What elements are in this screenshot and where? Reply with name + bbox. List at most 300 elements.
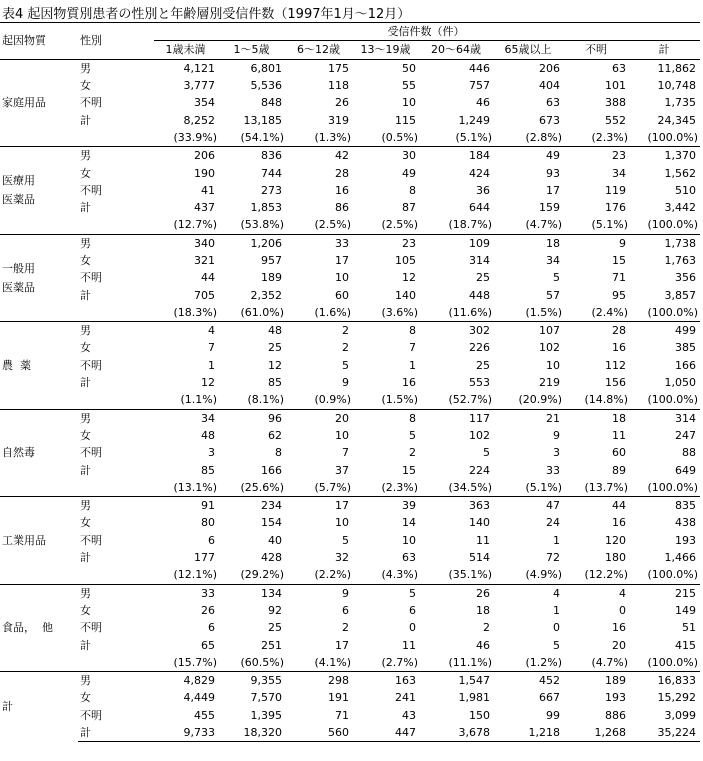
- table-row: [0, 269, 700, 286]
- sex-label: 女: [80, 516, 91, 530]
- sex-label: 女: [80, 603, 91, 617]
- cell-value: 10: [335, 516, 349, 530]
- cell-value: 206: [154, 147, 219, 165]
- cell-value: 3: [208, 446, 215, 460]
- substance-category: 食品， 他: [0, 584, 78, 671]
- cell-value: 3,099: [664, 708, 696, 722]
- table-row: [0, 724, 700, 742]
- cell-value: 71: [612, 271, 626, 285]
- cell-value: 446: [420, 59, 494, 77]
- cell-value: 95: [612, 288, 626, 302]
- cell-value: 4,829: [154, 671, 219, 689]
- cell-value: 55: [402, 79, 416, 93]
- cell-value: 448: [469, 288, 490, 302]
- cell-value: 193: [605, 691, 626, 705]
- cell-value: 17: [335, 638, 349, 652]
- cell-value: 26: [420, 584, 494, 602]
- table-row: [0, 497, 700, 515]
- cell-value: 107: [494, 322, 564, 340]
- cell-value: 5: [409, 428, 416, 442]
- cell-value: (100.0%): [647, 218, 698, 232]
- table-row: [0, 427, 700, 444]
- cell-value: (14.8%): [584, 393, 628, 407]
- cell-value: (5.1%): [591, 218, 628, 232]
- cell-value: 92: [268, 603, 282, 617]
- cell-value: 7: [208, 341, 215, 355]
- cell-value: 836: [219, 147, 286, 165]
- table-row: [0, 461, 700, 478]
- cell-value: 47: [494, 497, 564, 515]
- cell-value: 514: [469, 551, 490, 565]
- cell-value: 60: [335, 288, 349, 302]
- cell-value: (8.1%): [247, 393, 284, 407]
- sex-label: 不明: [80, 708, 102, 722]
- substance-category: 一般用 医薬品: [0, 234, 78, 321]
- cell-value: 16: [335, 183, 349, 197]
- cell-value: (5.7%): [314, 480, 351, 494]
- sex-label: [78, 654, 154, 672]
- table-row: [0, 94, 700, 111]
- cell-value: 2: [409, 446, 416, 460]
- cell-value: 43: [402, 708, 416, 722]
- cell-value: 80: [201, 516, 215, 530]
- cell-value: 180: [605, 551, 626, 565]
- cell-value: (61.0%): [240, 305, 284, 319]
- cell-value: 302: [420, 322, 494, 340]
- cell-value: 50: [353, 59, 420, 77]
- cell-value: 241: [395, 691, 416, 705]
- cell-value: (13.1%): [173, 480, 217, 494]
- cell-value: (3.6%): [381, 305, 418, 319]
- cell-value: 1,547: [420, 671, 494, 689]
- header-age: 20～64歳: [420, 41, 494, 59]
- cell-value: 388: [605, 96, 626, 110]
- table-row: [0, 322, 700, 340]
- cell-value: 17: [286, 497, 353, 515]
- cell-value: (33.9%): [173, 130, 217, 144]
- cell-value: 1,050: [664, 376, 696, 390]
- cell-value: (18.3%): [173, 305, 217, 319]
- cell-value: (15.7%): [173, 655, 217, 669]
- sex-label: 不明: [80, 358, 102, 372]
- cell-value: 886: [605, 708, 626, 722]
- cell-value: 49: [402, 166, 416, 180]
- cell-value: 424: [469, 166, 490, 180]
- cell-value: 4: [564, 584, 630, 602]
- cell-value: 10: [402, 533, 416, 547]
- cell-value: (1.1%): [180, 393, 217, 407]
- cell-value: 25: [268, 621, 282, 635]
- table-row: [0, 164, 700, 181]
- cell-value: 46: [476, 96, 490, 110]
- header-substance: 起因物質: [0, 23, 78, 60]
- sex-label: 男: [78, 497, 154, 515]
- cell-value: 363: [420, 497, 494, 515]
- sex-label: 女: [80, 691, 91, 705]
- cell-value: 39: [353, 497, 420, 515]
- substance-category: 農 薬: [0, 322, 78, 409]
- cell-value: 3,442: [664, 201, 696, 215]
- cell-value: 234: [219, 497, 286, 515]
- cell-value: 667: [539, 691, 560, 705]
- cell-value: 166: [675, 358, 696, 372]
- cell-value: 12: [402, 271, 416, 285]
- cell-value: 314: [630, 409, 700, 427]
- cell-value: 15,292: [657, 691, 696, 705]
- cell-value: 18,320: [219, 724, 286, 742]
- cell-value: 9: [553, 428, 560, 442]
- cell-value: (20.9%): [518, 393, 562, 407]
- cell-value: 89: [612, 463, 626, 477]
- cell-value: 5: [483, 446, 490, 460]
- cell-value: 87: [402, 201, 416, 215]
- cell-value: (52.7%): [448, 393, 492, 407]
- cell-value: 1: [553, 533, 560, 547]
- cell-value: 5: [353, 584, 420, 602]
- cell-value: 5: [553, 638, 560, 652]
- cell-value: 99: [546, 708, 560, 722]
- sex-label: 女: [80, 166, 91, 180]
- cell-value: 40: [268, 533, 282, 547]
- cell-value: 35,224: [630, 724, 700, 742]
- sex-label: [78, 129, 154, 147]
- cell-value: 11: [612, 428, 626, 442]
- table-title: 表4 起因物質別患者の性別と年齢層別受信件数（1997年1月～12月）: [2, 7, 411, 22]
- cell-value: 6: [208, 533, 215, 547]
- table-row: [0, 532, 700, 549]
- cell-value: 190: [194, 166, 215, 180]
- cell-value: 314: [469, 254, 490, 267]
- cell-value: 2: [286, 322, 353, 340]
- cell-value: 26: [335, 96, 349, 110]
- sex-label: 男: [78, 147, 154, 165]
- cell-value: 57: [546, 288, 560, 302]
- cell-value: (4.7%): [591, 655, 628, 669]
- table-row: [0, 77, 700, 94]
- cell-value: 4: [154, 322, 219, 340]
- cell-value: 2: [483, 621, 490, 635]
- cell-value: 30: [353, 147, 420, 165]
- substance-category: 医療用 医薬品: [0, 147, 78, 234]
- cell-value: 163: [353, 671, 420, 689]
- cell-value: 44: [564, 497, 630, 515]
- sex-label: 不明: [80, 96, 102, 110]
- sex-label: 女: [80, 254, 91, 267]
- sex-label: 不明: [80, 271, 102, 285]
- sex-label: 計: [80, 376, 91, 390]
- header-age: 13～19歳: [353, 41, 420, 59]
- cell-value: 175: [286, 59, 353, 77]
- cell-value: 48: [219, 322, 286, 340]
- cell-value: 298: [286, 671, 353, 689]
- cell-value: 1,268: [564, 724, 630, 742]
- sex-label: 女: [80, 428, 91, 442]
- sex-label: 不明: [80, 183, 102, 197]
- substance-category: 自然毒: [0, 409, 78, 496]
- cell-value: (2.5%): [381, 218, 418, 232]
- cell-value: 3: [553, 446, 560, 460]
- cell-value: (12.7%): [173, 218, 217, 232]
- cell-value: 1,370: [630, 147, 700, 165]
- cell-value: (5.1%): [525, 480, 562, 494]
- cell-value: 552: [605, 113, 626, 127]
- cell-value: 140: [469, 516, 490, 530]
- cell-value: (100.0%): [647, 393, 698, 407]
- cell-value: 428: [261, 551, 282, 565]
- cell-value: 17: [335, 254, 349, 267]
- cell-value: 176: [605, 201, 626, 215]
- cell-value: 120: [605, 533, 626, 547]
- cell-value: 215: [630, 584, 700, 602]
- cell-value: 63: [546, 96, 560, 110]
- header-case-count: 受信件数（件）: [154, 23, 700, 41]
- cell-value: 102: [539, 341, 560, 355]
- table-row: [0, 654, 700, 672]
- cell-value: 3,857: [664, 288, 696, 302]
- cell-value: (35.1%): [448, 568, 492, 582]
- cell-value: (100.0%): [647, 305, 698, 319]
- cell-value: 5: [342, 358, 349, 372]
- cell-value: 1: [553, 603, 560, 617]
- cell-value: 5: [553, 271, 560, 285]
- cell-value: 23: [353, 234, 420, 252]
- cell-value: 42: [286, 147, 353, 165]
- cell-value: 18: [494, 234, 564, 252]
- cell-value: 34: [612, 166, 626, 180]
- cell-value: 1,763: [664, 254, 696, 267]
- cell-value: 15: [402, 463, 416, 477]
- cell-value: 224: [469, 463, 490, 477]
- cell-value: 191: [328, 691, 349, 705]
- cell-value: 8: [409, 183, 416, 197]
- cell-value: 7: [409, 341, 416, 355]
- table-row: [0, 707, 700, 724]
- cell-value: 3,777: [183, 79, 215, 93]
- cell-value: 2: [342, 621, 349, 635]
- cell-value: 177: [194, 551, 215, 565]
- cell-value: (60.5%): [240, 655, 284, 669]
- cell-value: 1,206: [219, 234, 286, 252]
- cell-value: 9,733: [154, 724, 219, 742]
- cell-value: 321: [194, 254, 215, 267]
- sex-label: 計: [80, 463, 91, 477]
- cell-value: 206: [494, 59, 564, 77]
- cell-value: 7: [342, 446, 349, 460]
- cell-value: 18: [564, 409, 630, 427]
- cell-value: 10: [546, 358, 560, 372]
- cell-value: 28: [335, 166, 349, 180]
- cell-value: 9: [342, 376, 349, 390]
- cell-value: 385: [675, 341, 696, 355]
- cell-value: 452: [494, 671, 564, 689]
- cell-value: 16: [402, 376, 416, 390]
- cell-value: 11,862: [630, 59, 700, 77]
- sex-label: 不明: [80, 621, 102, 635]
- header-age: 1歳未満: [154, 41, 219, 59]
- cell-value: 63: [402, 551, 416, 565]
- cell-value: 8,252: [183, 113, 215, 127]
- cell-value: (2.3%): [591, 130, 628, 144]
- poison-case-table: [0, 22, 700, 742]
- table-row: [0, 304, 700, 322]
- cell-value: 4: [494, 584, 564, 602]
- table-row: [0, 111, 700, 128]
- cell-value: 404: [539, 79, 560, 93]
- header-age: 65歳以上: [494, 41, 564, 59]
- cell-value: 112: [605, 358, 626, 372]
- cell-value: 189: [564, 671, 630, 689]
- cell-value: 184: [420, 147, 494, 165]
- table-row: [0, 689, 700, 706]
- cell-value: 1,562: [664, 166, 696, 180]
- cell-value: 1,981: [458, 691, 490, 705]
- sex-label: [78, 304, 154, 322]
- cell-value: (1.5%): [525, 305, 562, 319]
- substance-category: 工業用品: [0, 497, 78, 584]
- cell-value: 25: [476, 271, 490, 285]
- cell-value: 553: [469, 376, 490, 390]
- cell-value: 10: [335, 271, 349, 285]
- cell-value: 499: [630, 322, 700, 340]
- sex-label: 男: [78, 59, 154, 77]
- cell-value: (2.4%): [591, 305, 628, 319]
- cell-value: 140: [395, 288, 416, 302]
- sex-label: 計: [78, 724, 154, 742]
- cell-value: 0: [553, 621, 560, 635]
- cell-value: 16: [612, 621, 626, 635]
- cell-value: 105: [395, 254, 416, 267]
- cell-value: 649: [675, 463, 696, 477]
- cell-value: 757: [469, 79, 490, 93]
- sex-label: 男: [78, 584, 154, 602]
- table-row: [0, 216, 700, 234]
- table-row: [0, 671, 700, 689]
- cell-value: 1: [409, 358, 416, 372]
- cell-value: 28: [564, 322, 630, 340]
- sex-label: 不明: [80, 446, 102, 460]
- cell-value: 34: [546, 254, 560, 267]
- cell-value: 34: [154, 409, 219, 427]
- sex-label: [78, 391, 154, 409]
- cell-value: (25.6%): [240, 480, 284, 494]
- header-age: 6～12歳: [286, 41, 353, 59]
- cell-value: 8: [353, 322, 420, 340]
- cell-value: (53.8%): [240, 218, 284, 232]
- cell-value: 62: [268, 428, 282, 442]
- table-row: [0, 566, 700, 584]
- cell-value: 154: [261, 516, 282, 530]
- sex-label: 計: [80, 113, 91, 127]
- table-row: [0, 286, 700, 303]
- cell-value: 744: [261, 166, 282, 180]
- cell-value: 25: [476, 358, 490, 372]
- sex-label: 女: [80, 341, 91, 355]
- cell-value: 71: [335, 708, 349, 722]
- sex-label: 女: [80, 79, 91, 93]
- table-row: [0, 357, 700, 374]
- cell-value: 48: [201, 428, 215, 442]
- cell-value: 16: [612, 516, 626, 530]
- cell-value: 63: [564, 59, 630, 77]
- cell-value: 1,466: [664, 551, 696, 565]
- cell-value: 1,853: [250, 201, 282, 215]
- cell-value: 1,218: [494, 724, 564, 742]
- cell-value: 33: [546, 463, 560, 477]
- cell-value: 41: [201, 183, 215, 197]
- cell-value: (4.9%): [525, 568, 562, 582]
- cell-value: (100.0%): [647, 480, 698, 494]
- cell-value: 109: [420, 234, 494, 252]
- cell-value: 10: [335, 428, 349, 442]
- cell-value: 6,801: [219, 59, 286, 77]
- cell-value: 150: [469, 708, 490, 722]
- cell-value: 102: [469, 428, 490, 442]
- cell-value: 1,249: [458, 113, 490, 127]
- cell-value: (34.5%): [448, 480, 492, 494]
- cell-value: 1,395: [250, 708, 282, 722]
- cell-value: 33: [286, 234, 353, 252]
- cell-value: 673: [539, 113, 560, 127]
- cell-value: 560: [286, 724, 353, 742]
- header-sex: 性別: [78, 23, 154, 60]
- cell-value: 437: [194, 201, 215, 215]
- cell-value: (12.1%): [173, 568, 217, 582]
- table-row: [0, 409, 700, 427]
- cell-value: 33: [154, 584, 219, 602]
- cell-value: 193: [675, 533, 696, 547]
- cell-value: 226: [469, 341, 490, 355]
- sex-label: 男: [78, 234, 154, 252]
- cell-value: (2.3%): [381, 480, 418, 494]
- table-row: [0, 636, 700, 653]
- cell-value: 85: [201, 463, 215, 477]
- cell-value: 46: [476, 638, 490, 652]
- cell-value: (100.0%): [647, 568, 698, 582]
- cell-value: 159: [539, 201, 560, 215]
- cell-value: (100.0%): [647, 655, 698, 669]
- cell-value: (1.2%): [525, 655, 562, 669]
- cell-value: 36: [476, 183, 490, 197]
- cell-value: (1.5%): [381, 393, 418, 407]
- cell-value: 340: [154, 234, 219, 252]
- table-row: [0, 147, 700, 165]
- cell-value: 156: [605, 376, 626, 390]
- sex-label: 男: [78, 671, 154, 689]
- cell-value: 705: [194, 288, 215, 302]
- cell-value: (11.1%): [448, 655, 492, 669]
- cell-value: 6: [208, 621, 215, 635]
- table-row: [0, 584, 700, 602]
- sex-label: 不明: [80, 533, 102, 547]
- cell-value: 13,185: [243, 113, 282, 127]
- cell-value: (4.1%): [314, 655, 351, 669]
- cell-value: 12: [201, 376, 215, 390]
- cell-value: 115: [395, 113, 416, 127]
- cell-value: 24,345: [657, 113, 696, 127]
- cell-value: (12.2%): [584, 568, 628, 582]
- cell-value: (1.3%): [314, 130, 351, 144]
- cell-value: 11: [476, 533, 490, 547]
- cell-value: 21: [494, 409, 564, 427]
- cell-value: 1: [208, 358, 215, 372]
- cell-value: 134: [219, 584, 286, 602]
- cell-value: 44: [201, 271, 215, 285]
- cell-value: 510: [675, 183, 696, 197]
- cell-value: 415: [675, 638, 696, 652]
- cell-value: 24: [546, 516, 560, 530]
- cell-value: (2.7%): [381, 655, 418, 669]
- cell-value: (29.2%): [240, 568, 284, 582]
